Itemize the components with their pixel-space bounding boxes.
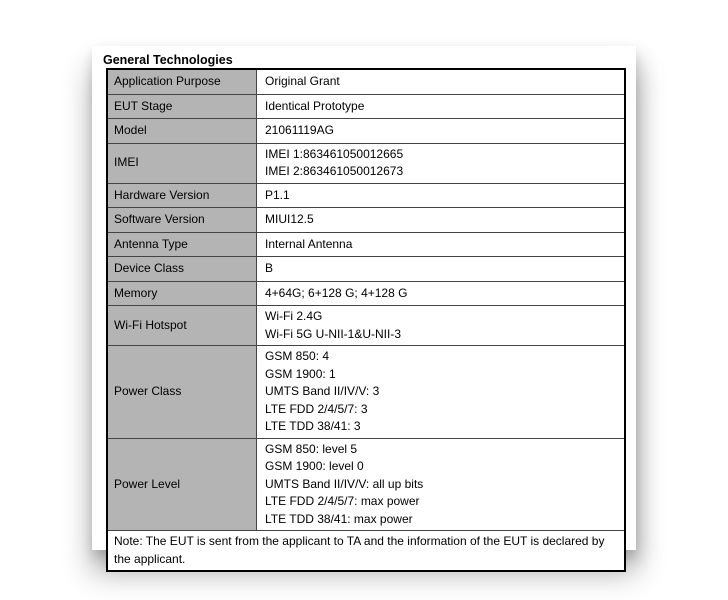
table-row-device-class [108,257,624,282]
row-label: IMEI [108,143,257,183]
table-row-application-purpose [108,70,624,94]
table-row-wifi-hotspot [108,306,624,346]
table-row-note [108,531,624,571]
row-value [257,70,625,94]
table-row-imei [108,143,624,183]
value-line: B [265,261,274,275]
value-line: Wi-Fi 5G U-NII-1&U-NII-3 [265,326,401,341]
value-line: IMEI 2:863461050012673 [265,164,404,178]
value-line: IMEI 1:863461050012665 [265,146,404,161]
row-value [257,208,625,233]
table-row-software-version [108,208,624,233]
row-value [257,438,625,531]
row-value [257,94,625,119]
value-line: UMTS Band II/IV/V: 3 [265,384,380,398]
row-label: Power Class [108,346,257,439]
value-line: LTE FDD 2/4/5/7: max power [265,494,420,508]
value-line: 21061119AG [265,123,334,137]
value-line: GSM 850: 4 [265,349,330,363]
row-value [257,183,625,208]
table-row-eut-stage [108,94,624,119]
section-title: General Technologies [103,53,233,67]
row-label: Device Class [108,257,257,282]
table-row-antenna-type [108,232,624,257]
row-value [257,281,625,306]
row-label: Application Purpose [108,70,257,94]
value-line: Identical Prototype [265,98,365,113]
table-row-memory [108,281,624,306]
row-value [257,232,625,257]
table-row-power-class [108,346,624,439]
row-value [257,143,625,183]
value-line: 4+64G; 6+128 G; 4+128 G [265,285,408,300]
value-line: UMTS Band II/IV/V: all up bits [265,476,424,491]
value-line: Wi-Fi 2.4G [265,309,323,323]
value-line: MIUI12.5 [265,212,314,226]
row-value [257,306,625,346]
row-value [257,257,625,282]
row-label: Model [108,119,257,144]
row-value [257,346,625,439]
row-label: Software Version [108,208,257,233]
note-text: Note: The EUT is sent from the applicant to TA and the information of the EUT is declared by the applicant. [108,531,624,571]
row-value [257,119,625,144]
row-label: Power Level [108,438,257,531]
value-line: LTE TDD 38/41: 3 [265,419,361,433]
value-line: LTE TDD 38/41: max power [265,511,413,526]
spec-table-frame [106,68,626,572]
table-row-model [108,119,624,144]
value-line: Internal Antenna [265,236,353,251]
row-label: Memory [108,281,257,306]
value-line: GSM 1900: level 0 [265,459,364,473]
row-label: Wi-Fi Hotspot [108,306,257,346]
row-label: EUT Stage [108,94,257,119]
value-line: GSM 1900: 1 [265,366,336,381]
row-label: Antenna Type [108,232,257,257]
row-label: Hardware Version [108,183,257,208]
document-page [92,46,636,566]
value-line: LTE FDD 2/4/5/7: 3 [265,401,368,416]
table-row-hardware-version [108,183,624,208]
value-line: GSM 850: level 5 [265,441,358,456]
spec-table [108,70,624,570]
table-row-power-level [108,438,624,531]
value-line: Original Grant [265,74,340,88]
value-line: P1.1 [265,187,290,202]
